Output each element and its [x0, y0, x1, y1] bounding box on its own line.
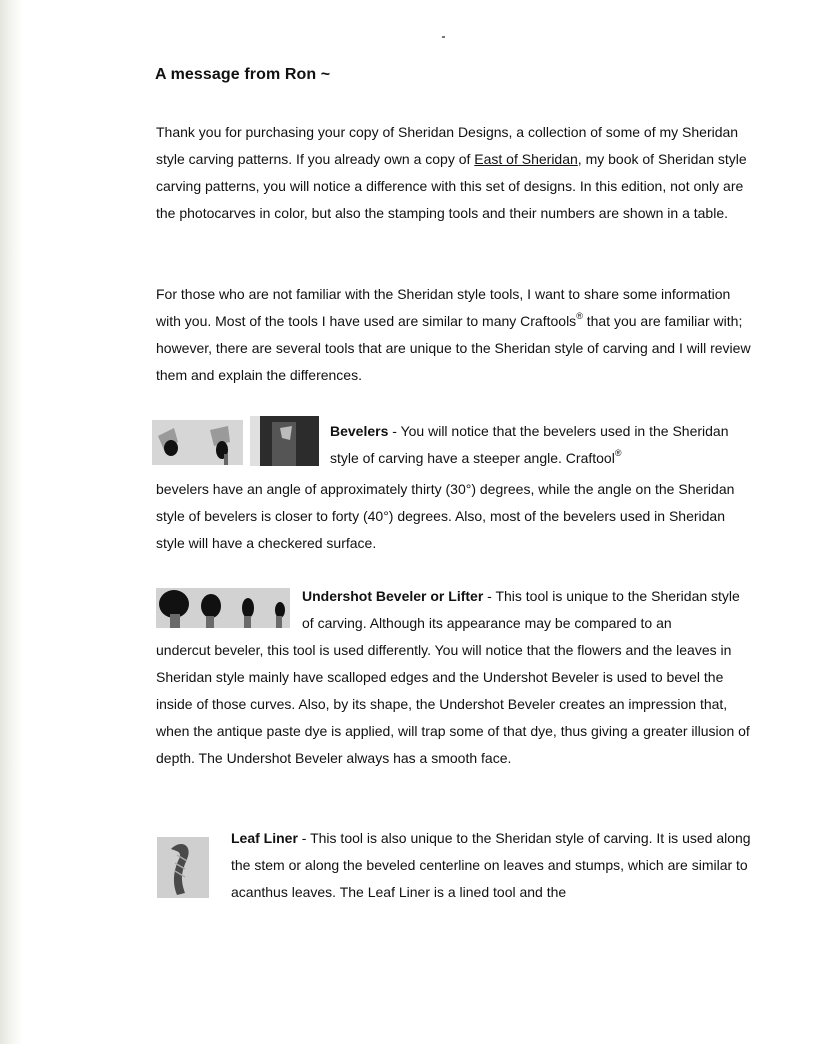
- bevelers-photo: [152, 420, 243, 465]
- intro-text: that you are familiar with; however, there are several tools that are unique to the Sheridan style of carving and I will review them and explain the differences.: [156, 313, 751, 383]
- beveler-tool-photo: [250, 416, 319, 466]
- intro-text: For those who are not familiar with the Sheridan style tools, I want to share some information with you. Most of the tools I have used are similar to many Craftools: [156, 286, 731, 329]
- book-title-link: East of Sheridan: [474, 151, 578, 167]
- undershot-heading: Undershot Beveler or Lifter: [302, 588, 484, 604]
- undershot-beveler-photo: [156, 588, 290, 628]
- intro-text: Thank you for purchasing your copy of Sheridan Designs, a collection of some of my Sheridan style carving patterns. If you already own a copy of: [156, 124, 739, 167]
- bevelers-text: - You will notice that the bevelers used in the Sheridan style of carving have a steeper angle. Craftool: [330, 423, 729, 466]
- leaf-liner-photo: [157, 837, 209, 898]
- page-title: A message from Ron ~: [155, 66, 331, 83]
- bevelers-heading: Bevelers: [330, 423, 389, 439]
- bevelers-lead: [330, 418, 750, 472]
- intro-paragraph-1: [156, 119, 756, 227]
- intro-text: , my book of Sheridan style carving patterns, you will notice a difference with this set of designs. In this edition, not only are the photocarves in color, but also the stamping tools and their numbers are shown in a table.: [156, 151, 747, 221]
- leaf-liner-paragraph: [231, 825, 756, 906]
- undershot-paragraph: undercut beveler, this tool is used differently. You will notice that the flowers and the leaves in Sheridan style mainly have scalloped edges and the Undershot Beveler is used to bevel the inside of those curves. Also, by its shape, the Undershot Beveler creates an impression that, when the antique paste dye is applied, will trap some of that dye, thus giving a greater illusion of depth. The Undershot Beveler always has a smooth face.: [156, 642, 750, 766]
- leaf-liner-text: - This tool is also unique to the Sheridan style of carving. It is used along the stem or along the beveled centerline on leaves and stumps, which are similar to acanthus leaves. The Leaf Liner is a lined tool and the: [231, 830, 751, 900]
- undershot-lead: [302, 583, 752, 637]
- bevelers-paragraph: bevelers have an angle of approximately thirty (30°) degrees, while the angle on the Sheridan style of bevelers is closer to forty (40°) degrees. Also, most of the bevelers used in Sheridan style will have a checkered surface.: [156, 481, 735, 551]
- leaf-liner-heading: Leaf Liner: [231, 830, 298, 846]
- scan-speck: [442, 36, 445, 38]
- registered-mark: ®: [614, 448, 622, 458]
- scan-edge-shadow: [0, 0, 22, 1044]
- intro-paragraph-2: [156, 281, 756, 389]
- undershot-text: - This tool is unique to the Sheridan style of carving. Although its appearance may be compared to an: [302, 588, 740, 631]
- registered-mark: ®: [576, 311, 583, 321]
